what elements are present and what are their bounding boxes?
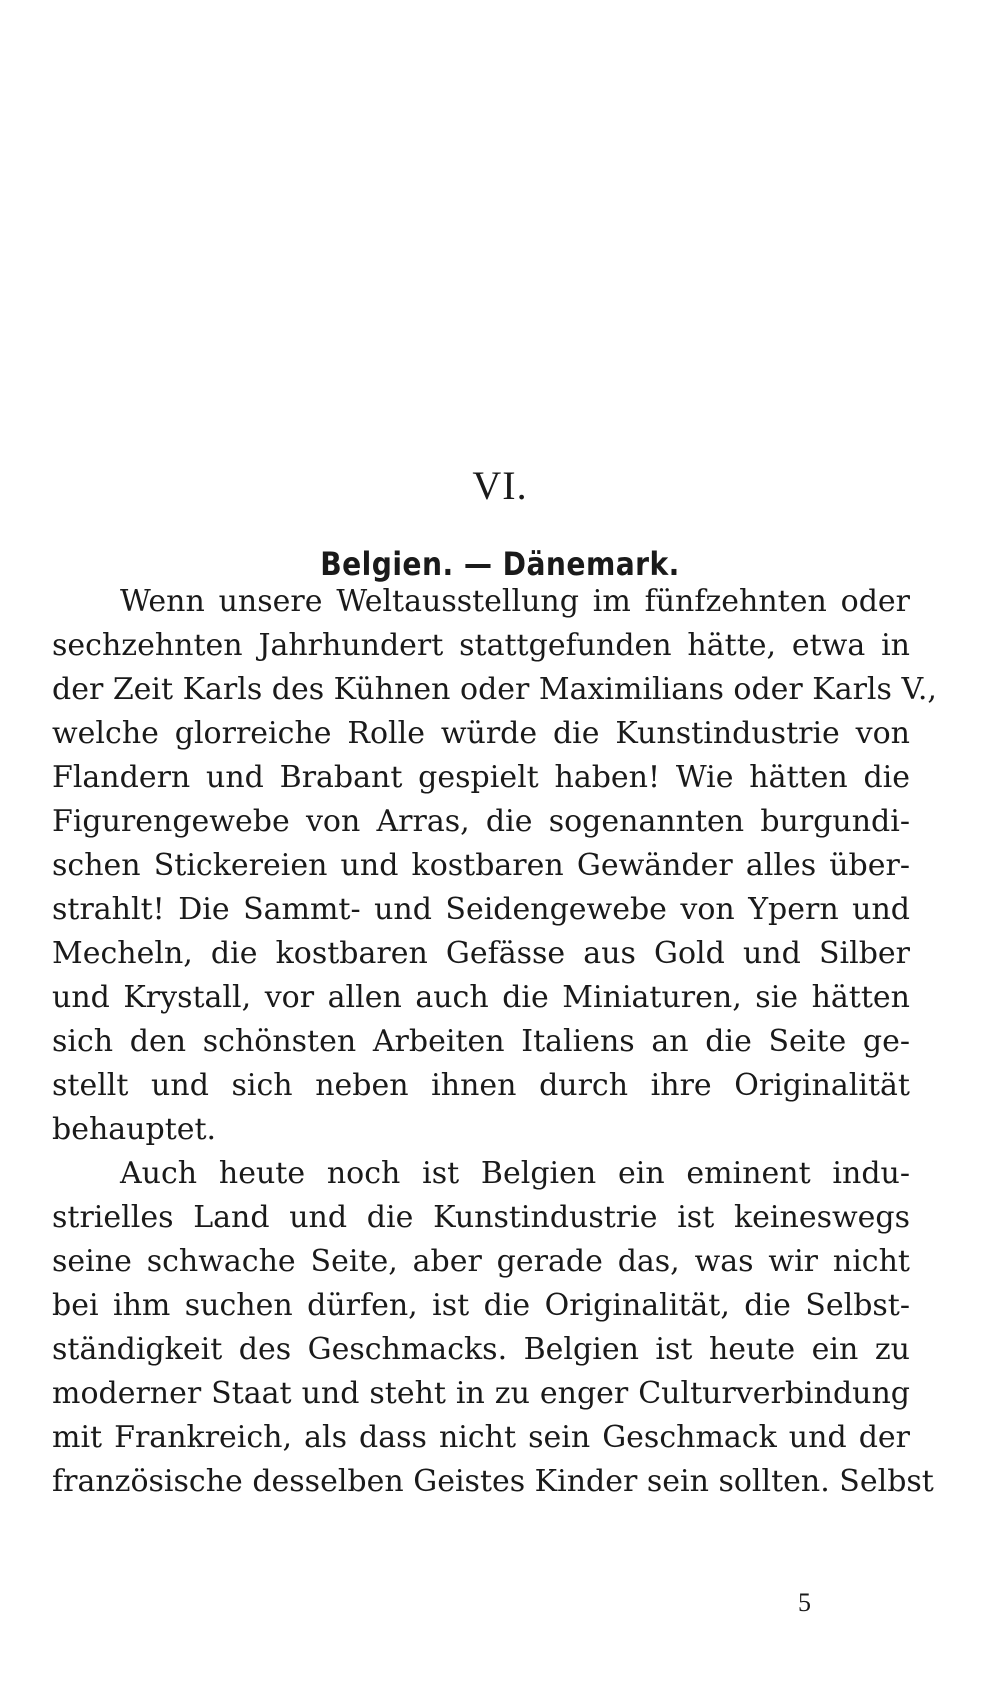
text-line: strielles Land und die Kunstindustrie ist keineswegs [52, 1200, 910, 1235]
text-line: bei ihm suchen dürfen, ist die Originalität, die Selbst- [52, 1288, 910, 1323]
text-line: ständigkeit des Geschmacks. Belgien ist heute ein zu [52, 1332, 910, 1367]
text-line: moderner Staat und steht in zu enger Culturverbindung [52, 1376, 910, 1411]
text-line: strahlt! Die Sammt- und Seidengewebe von Ypern und [52, 892, 910, 927]
chapter-title: Belgien. — Dänemark. [320, 545, 680, 583]
text-line: seine schwache Seite, aber gerade das, was wir nicht [52, 1244, 910, 1279]
text-line: Auch heute noch ist Belgien ein eminent indu- [120, 1156, 910, 1191]
text-line: sich den schönsten Arbeiten Italiens an die Seite ge- [52, 1024, 910, 1059]
text-line: der Zeit Karls des Kühnen oder Maximilians oder Karls V., [52, 672, 937, 707]
text-line: schen Stickereien und kostbaren Gewänder alles über- [52, 848, 910, 883]
page-number: 5 [798, 1588, 811, 1617]
text-line: welche glorreiche Rolle würde die Kunstindustrie von [52, 716, 910, 751]
text-line: mit Frankreich, als dass nicht sein Geschmack und der [52, 1420, 910, 1455]
text-line: Flandern und Brabant gespielt haben! Wie hätten die [52, 760, 910, 795]
text-line: stellt und sich neben ihnen durch ihre Originalität [52, 1068, 910, 1103]
text-line: sechzehnten Jahrhundert stattgefunden hätte, etwa in [52, 628, 910, 663]
text-line: französische desselben Geistes Kinder sein sollten. Selbst [52, 1464, 934, 1499]
text-line: Wenn unsere Weltausstellung im fünfzehnten oder [120, 584, 910, 619]
text-line: Figurengewebe von Arras, die sogenannten burgundi- [52, 804, 910, 839]
chapter-number: VI. [472, 463, 528, 508]
text-line: behauptet. [52, 1112, 217, 1147]
text-line: Mecheln, die kostbaren Gefässe aus Gold und Silber [52, 936, 910, 971]
text-line: und Krystall, vor allen auch die Miniaturen, sie hätten [52, 980, 910, 1015]
